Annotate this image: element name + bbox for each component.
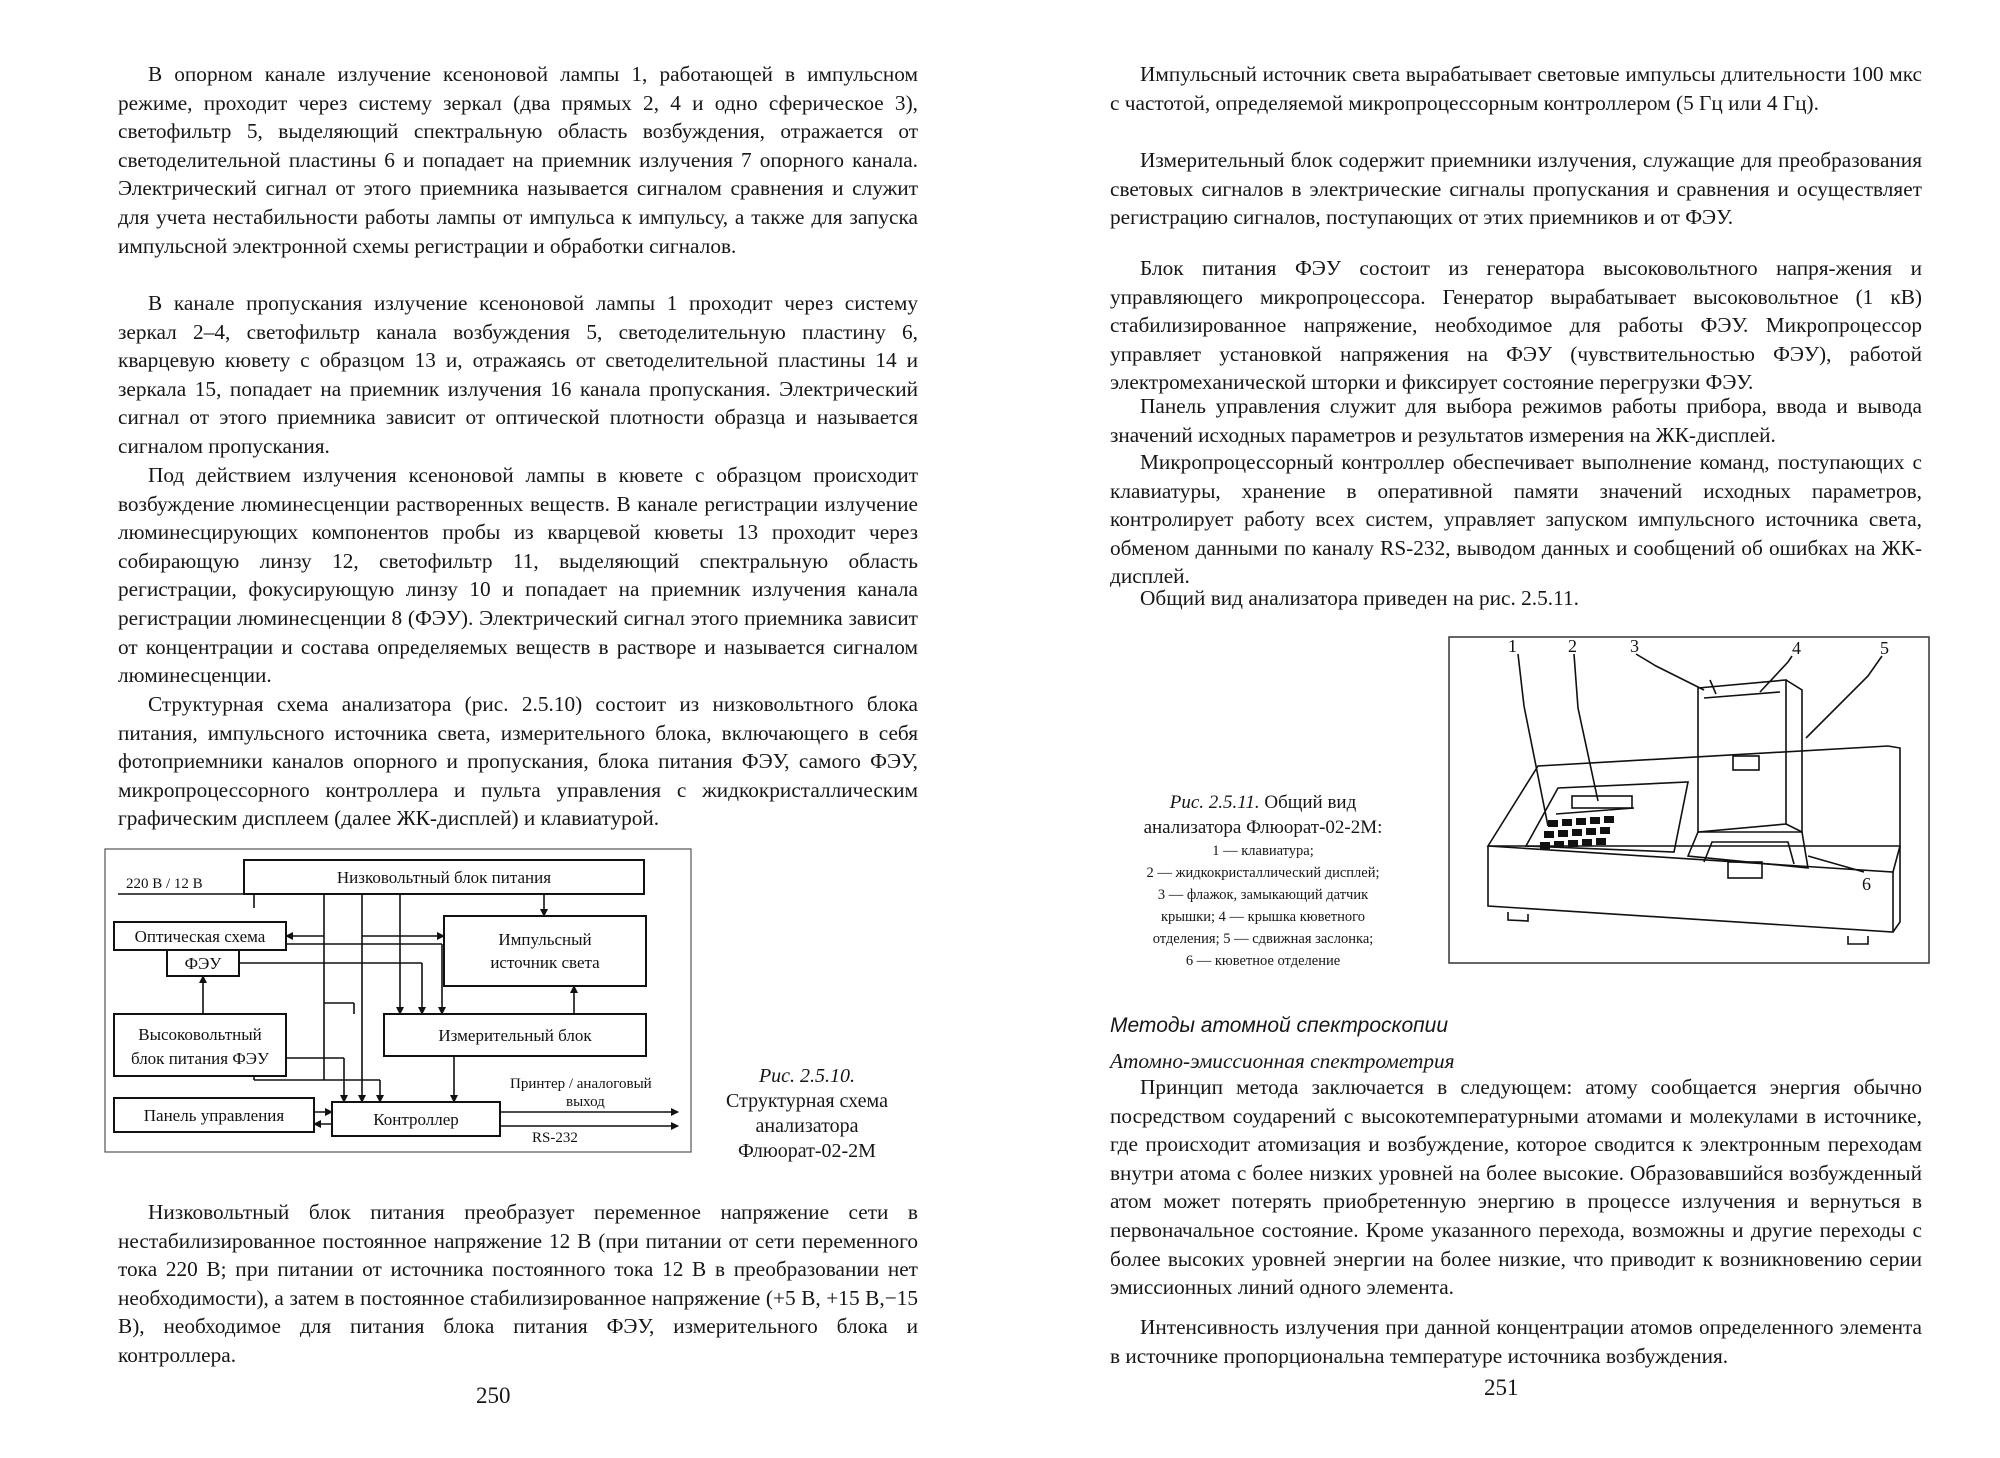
legend-item: 6 — кюветное отделение xyxy=(1185,953,1341,969)
legend-item: 3 — флажок, замыкающий датчик xyxy=(1157,887,1369,903)
legend-item: отделения; 5 — сдвижная заслонка; xyxy=(1152,931,1374,947)
paragraph-reference-channel: В опорном канале излучение ксеноновой лампы 1, работающей в импульсном режиме, проходит через систему зеркал (два прямых 2, 4 и одно сферическое 3), светофильтр 5, выделяющий спектральную область возбуждения, отражается от светоделительной пластины 6 и попадает на приемник излучения 7 опорного канала. Электрический сигнал от этого приемника называется сигналом сравнения и служит для учета нестабильности работы лампы от импульса к импульсу, а также для запуска импульсной электронной схемы регистрации и обработки сигналов. xyxy=(118,62,918,258)
rs232-label: RS-232 xyxy=(532,1130,578,1146)
callout-6: 6 xyxy=(1862,874,1871,894)
paragraph-transmission-channel: В канале пропускания излучение ксеноновой лампы 1 проходит через систему зеркал 2–4, светофильтр канала возбуждения 5, светоделительную пластину 6, кварцевую кювету с образцом 13 и, отражаясь от светоделительной пластины 14 и зеркала 15, попадает на приемник излучения 16 канала пропускания. Электрический сигнал от этого приемника зависит от оптической плотности образца и называется сигналом пропускания. xyxy=(118,291,918,458)
paragraph-intensity: Интенсивность излучения при данной концентрации атомов определенного элемента в источнике пропорциональна температуре источника возбуждения. xyxy=(1110,1315,1922,1368)
paragraph-general-view: Общий вид анализатора приведен на рис. 2.5.11. xyxy=(1140,586,1579,610)
callout-3: 3 xyxy=(1630,636,1639,656)
paragraph-measuring-block: Измерительный блок содержит приемники излучения, служащие для преобразования световых сигналов в электрические сигналы пропускания и сравнения и осуществляет регистрацию сигналов, поступающих от этих приемников и от ФЭУ. xyxy=(1110,148,1922,230)
figure-number: Рис. 2.5.10. xyxy=(758,1065,856,1087)
printer-label-1: Принтер / аналоговый xyxy=(510,1076,652,1092)
figure-caption-2-5-10 xyxy=(702,1064,912,1164)
structural-diagram xyxy=(104,848,692,1153)
block-controller-label: Контроллер xyxy=(373,1110,459,1129)
legend-item: крышки; 4 — крышка кюветного xyxy=(1160,909,1365,925)
mains-label: 220 В / 12 В xyxy=(126,876,203,892)
paragraph-lv-power: Низковольтный блок питания преобразует переменное напряжение сети в нестабилизированное постоянное напряжение 12 В (при питании от сети переменного тока 220 В; при питании от источника постоянного тока 12 В в преобразовании нет необходимости), а затем в постоянное стабилизированное напряжение (+5 В, +15 В,−15 В), необходимое для питания блока питания ФЭУ, измерительного блока и контроллера. xyxy=(118,1200,918,1367)
block-hv-power-label-2: блок питания ФЭУ xyxy=(130,1049,270,1068)
paragraph-luminescence-channel: Под действием излучения ксеноновой лампы в кювете с образцом происходит возбуждение люминесценции растворенных веществ. В канале регистрации излучение люминесцирующих компонентов пробы из кварцевой кюветы 13 проходит через собирающую линзу 12, светофильтр 11, выделяющий спектральную область регистрации, фокусирующую линзу 10 и попадает на приемник излучения канала регистрации люминесценции 8 (ФЭУ). Электрический сигнал этого приемника зависит от концентрации и состава определяемых веществ в растворе и называется сигналом люминесценции. xyxy=(118,463,918,688)
callout-5: 5 xyxy=(1880,638,1889,658)
figure-caption-line: Флюорат-02-2М xyxy=(738,1140,876,1162)
block-control-panel-label: Панель управления xyxy=(143,1106,285,1125)
figure-caption-2-5-11 xyxy=(1108,790,1418,972)
callout-4: 4 xyxy=(1792,638,1801,658)
block-feu-label: ФЭУ xyxy=(184,954,222,973)
section-heading: Методы атомной спектроскопии xyxy=(1110,1014,1449,1037)
paragraph-microcontroller: Микропроцессорный контроллер обеспечивает выполнение команд, поступающих с клавиатуры, хранение в оперативной памяти значений исходных параметров, контролирует работу всех систем, управляет запуском импульсного источника света, обменом данными по каналу RS-232, выводом данных и сообщений об ошибках на ЖК-дисплей. xyxy=(1110,450,1922,589)
figure-caption-line: анализатора xyxy=(755,1115,859,1137)
figure-caption-line: анализатора Флюорат-02-2М: xyxy=(1143,817,1383,838)
figure-number: Рис. 2.5.11. xyxy=(1169,792,1260,813)
paragraph-control-panel: Панель управления служит для выбора режимов работы прибора, ввода и вывода значений исходных параметров и результатов измерения на ЖК-дисплей. xyxy=(1110,394,1922,447)
block-pulse-source xyxy=(444,916,646,986)
paragraph-pulse-source: Импульсный источник света вырабатывает световые импульсы длительности 100 мкс с частотой, определяемой микропроцессорным контроллером (5 Гц или 4 Гц). xyxy=(1110,62,1922,115)
block-measuring-label: Измерительный блок xyxy=(438,1026,592,1045)
block-optical-label: Оптическая схема xyxy=(134,927,266,946)
figure-caption-line: Структурная схема xyxy=(726,1090,888,1112)
block-pulse-source-label-2: источник света xyxy=(490,953,600,972)
right-page xyxy=(1000,0,2000,1458)
legend-item: 1 — клавиатура; xyxy=(1212,843,1314,859)
analyzer-illustration xyxy=(1448,636,1930,964)
paragraph-structural-scheme: Структурная схема анализатора (рис. 2.5.10) состоит из низковольтного блока питания, импульсного источника света, измерительного блока, включающего в себя фотоприемники каналов опорного и пропускания, блока питания ФЭУ, самого ФЭУ, микропроцессорного контроллера и пульта управления с жидкокристаллическим графическим дисплеем (далее ЖК-дисплей) и клавиатурой. xyxy=(118,692,918,831)
paragraph-feu-power: Блок питания ФЭУ состоит из генератора высоковольтного напря-жения и управляющего микропроцессора. Генератор вырабатывает высоковольтное (1 кВ) стабилизированное напряжение, необходимое для работы ФЭУ. Микропроцессор управляет установкой напряжения на ФЭУ (чувствительностью ФЭУ), работой электромеханической шторки и фиксирует состояние перегрузки ФЭУ. xyxy=(1110,256,1922,395)
block-pulse-source-label-1: Импульсный xyxy=(498,930,592,949)
subsection-heading: Атомно-эмиссионная спектрометрия xyxy=(1110,1049,1455,1073)
legend-item: 2 — жидкокристаллический дисплей; xyxy=(1146,865,1380,881)
paragraph-method-principle: Принцип метода заключается в следующем: атому сообщается энергия обычно посредством соударений с высокотемпературными атомами и молекулами в источнике, где происходит атомизация и возбуждение, которое сводится к электронным переходам внутри атома с более низких уровней на более высокие. Образовавшийся возбужденный атом может потерять приобретенную энергию в процессе излучения и вернуться в первоначальное состояние. Кроме указанного перехода, возможны и другие переходы с более высоких уровней энергии на более низкие, что приводит к возникновению серии эмиссионных линий одного элемента. xyxy=(1110,1075,1922,1300)
block-hv-power-label-1: Высоковольтный xyxy=(138,1025,262,1044)
block-lv-power-label: Низковольтный блок питания xyxy=(336,868,552,887)
printer-label-2: выход xyxy=(566,1094,605,1110)
page-number: 250 xyxy=(476,1383,511,1408)
callout-2: 2 xyxy=(1568,636,1577,656)
page-number: 251 xyxy=(1484,1375,1519,1400)
callout-1: 1 xyxy=(1508,636,1517,656)
figure-caption-title: Общий вид xyxy=(1264,792,1357,813)
